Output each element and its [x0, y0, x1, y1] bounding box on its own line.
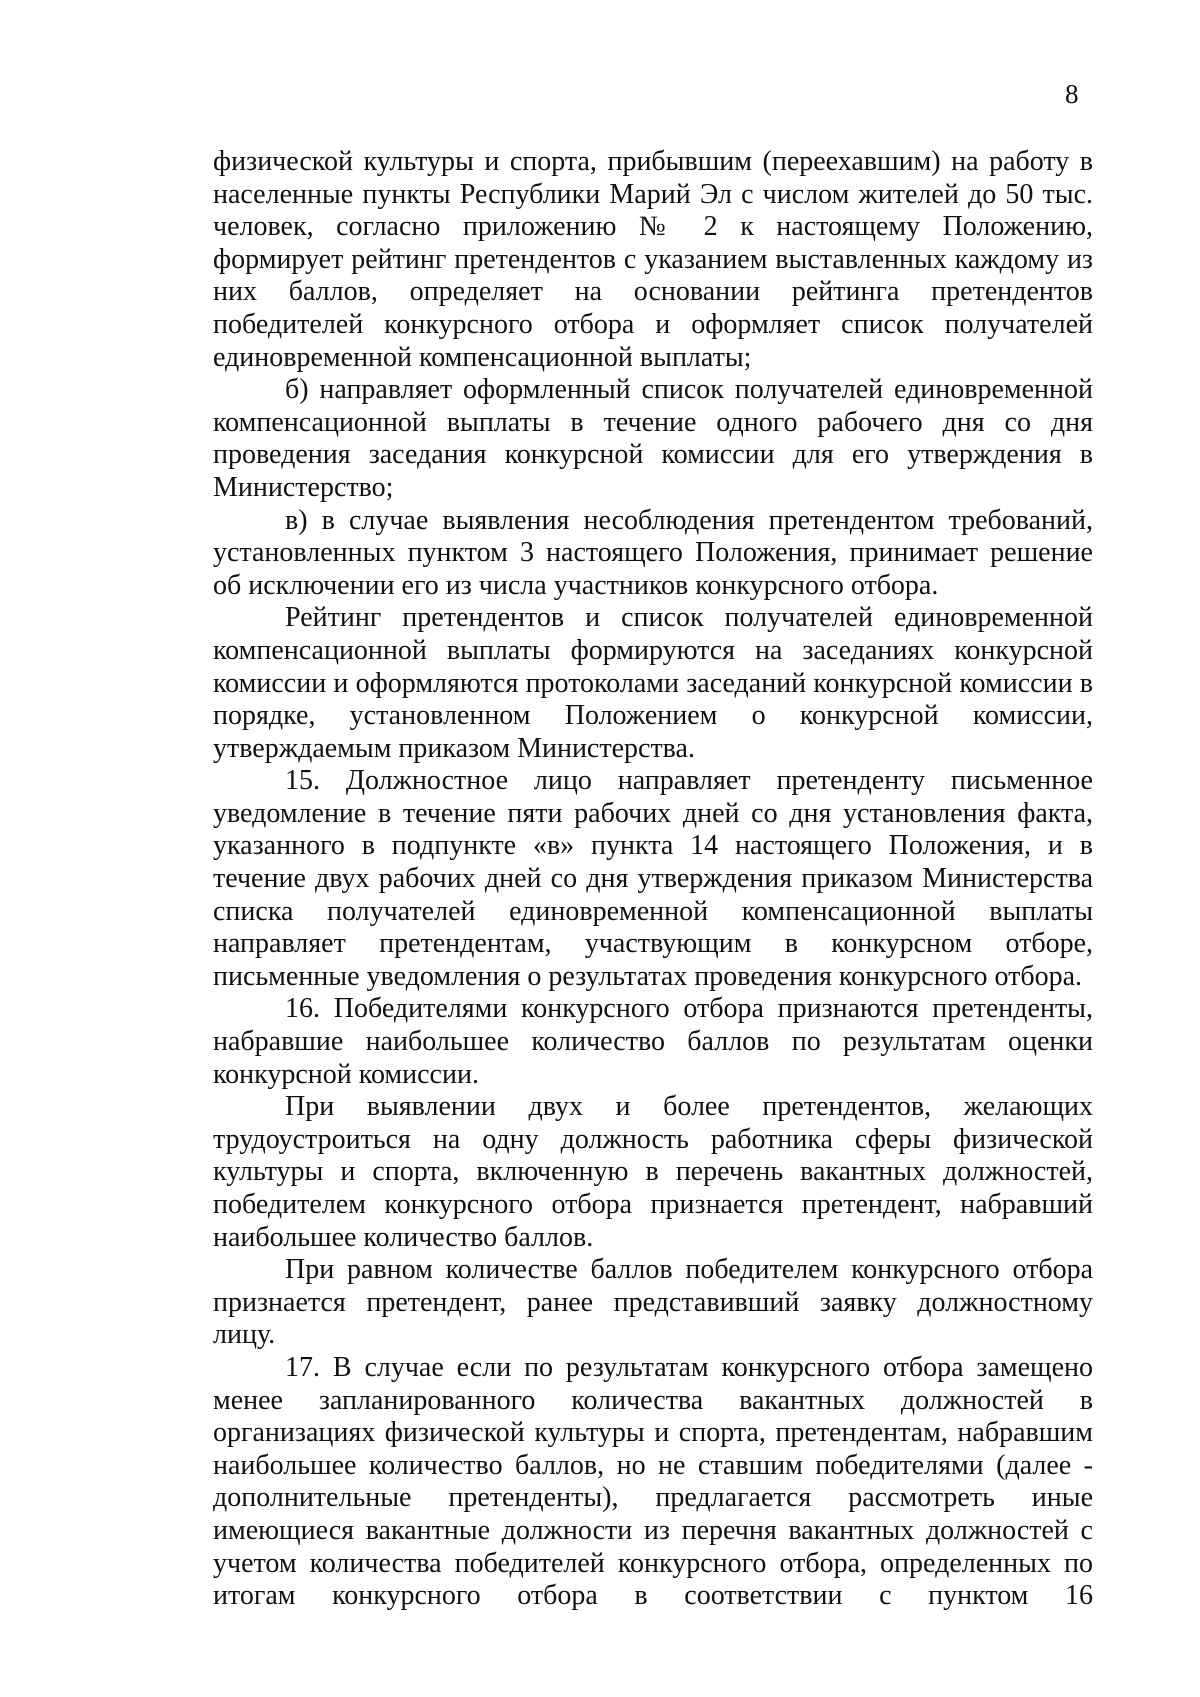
paragraph-item-16: 16. Победителями конкурсного отбора признаются претенденты, набравшие наибольшее количество баллов по результатам оценки конкурсной комиссии.: [213, 993, 1093, 1090]
paragraph-item-17: 17. В случае если по результатам конкурсного отбора замещено менее запланированного количества вакантных должностей в организациях физической культуры и спорта, претендентам, набравшим наибольшее количество баллов, но не ставшим победителями (далее - дополнительные претенденты), предлагается рассмотреть иные имеющиеся вакантные должности из перечня вакантных должностей с учетом количества победителей конкурсного отбора, определенных по итогам конкурсного отбора в соответствии с пунктом 16: [213, 1351, 1093, 1612]
paragraph-ravnoe-kolichestvo: При равном количестве баллов победителем конкурсного отбора признается претендент, ранее представивший заявку должностному лицу.: [213, 1254, 1093, 1351]
paragraph-dva-i-bolee: При выявлении двух и более претендентов, желающих трудоустроиться на одну должность работника сферы физической культуры и спорта, включенную в перечень вакантных должностей, победителем конкурсного отбора признается претендент, набравший наибольшее количество баллов.: [213, 1091, 1093, 1253]
paragraph-subitem-v: в) в случае выявления несоблюдения претендентом требований, установленных пунктом 3 настоящего Положения, принимает решение об исключении его из числа участников конкурсного отбора.: [213, 504, 1093, 601]
paragraph-subitem-b: б) направляет оформленный список получателей единовременной компенсационной выплаты в течение одного рабочего дня со дня проведения заседания конкурсной комиссии для его утверждения в Министерство;: [213, 374, 1093, 503]
paragraph-continuation-formiruet-reiting: физической культуры и спорта, прибывшим (переехавшим) на работу в населенные пункты Республики Марий Эл с числом жителей до 50 тыс. человек, согласно приложению № 2 к настоящему Положению, формирует рейтинг претендентов с указанием выставленных каждому из них баллов, определяет на основании рейтинга претендентов победителей конкурсного отбора и оформляет список получателей единовременной компенсационной выплаты;: [213, 146, 1093, 373]
document-body: [213, 146, 1093, 1613]
page-number: 8: [1065, 79, 1079, 109]
paragraph-reiting-protokoly: Рейтинг претендентов и список получателей единовременной компенсационной выплаты формируются на заседаниях конкурсной комиссии и оформляются протоколами заседаний конкурсной комиссии в порядке, установленном Положением о конкурсной комиссии, утверждаемым приказом Министерства.: [213, 602, 1093, 764]
paragraph-item-15: 15. Должностное лицо направляет претенденту письменное уведомление в течение пяти рабочих дней со дня установления факта, указанного в подпункте «в» пункта 14 настоящего Положения, и в течение двух рабочих дней со дня утверждения приказом Министерства списка получателей единовременной компенсационной выплаты направляет претендентам, участвующим в конкурсном отборе, письменные уведомления о результатах проведения конкурсного отбора.: [213, 765, 1093, 992]
